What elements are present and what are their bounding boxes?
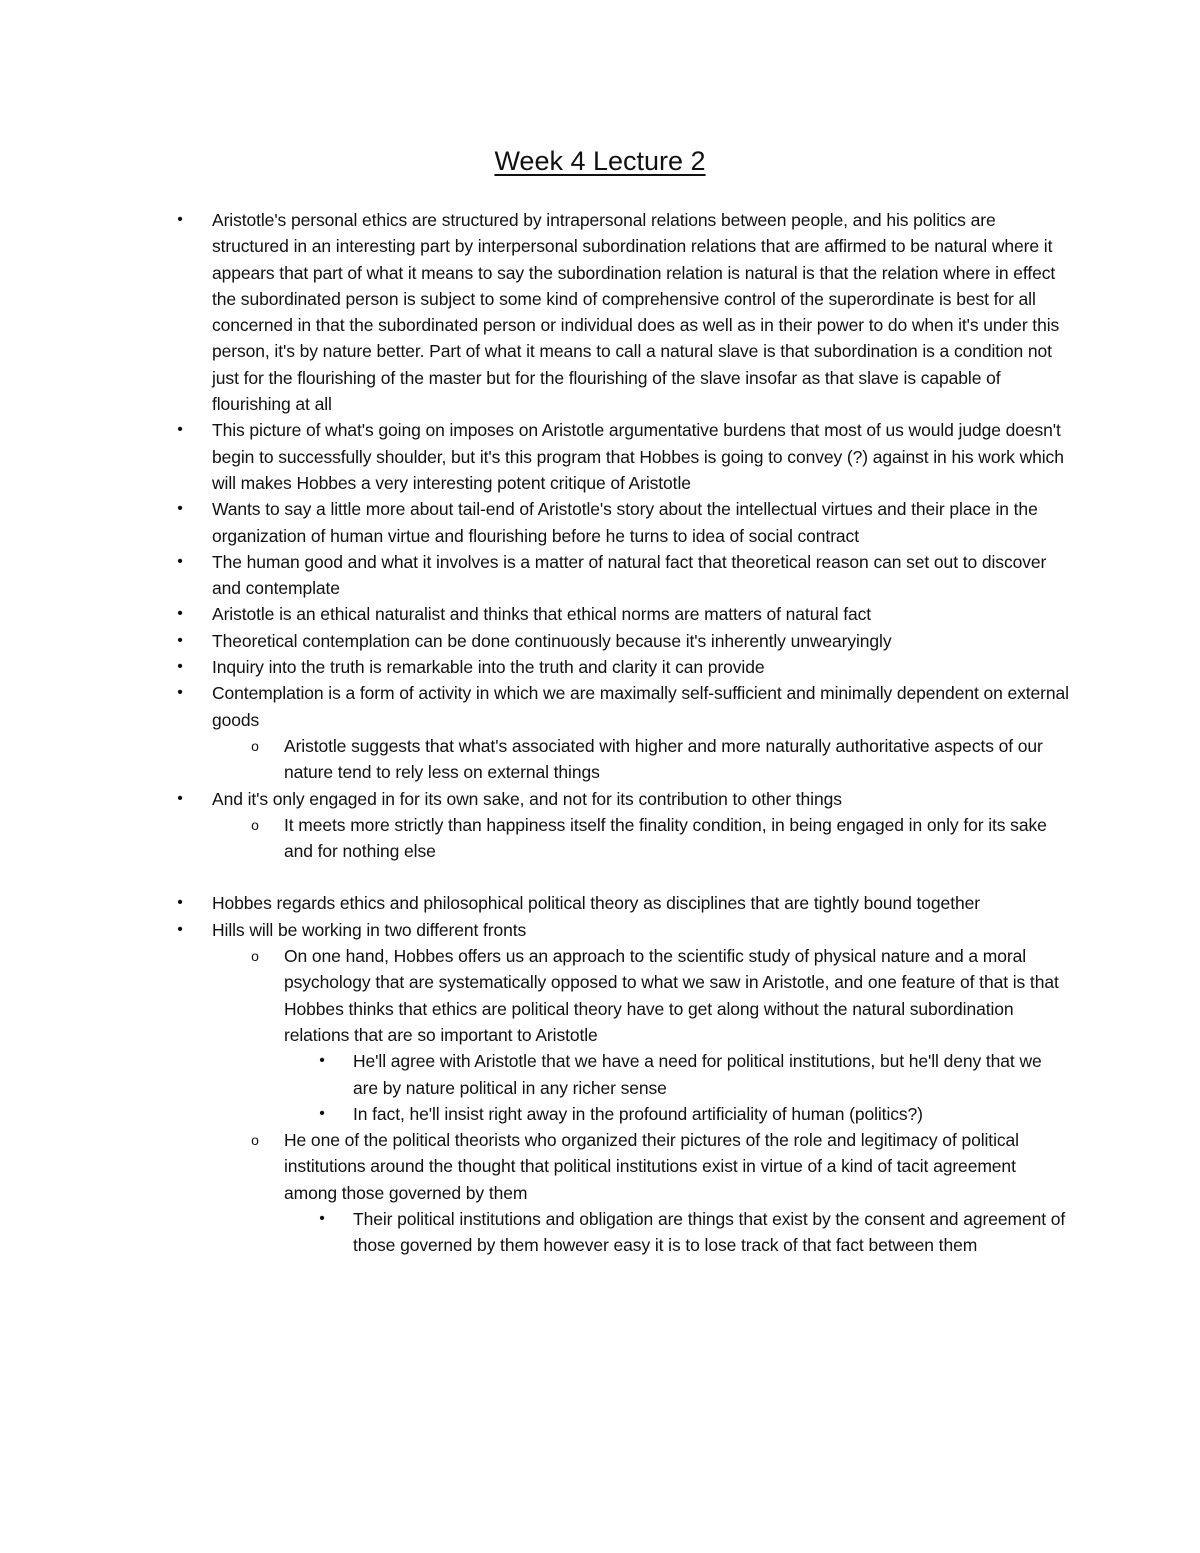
list-item [0,417,1200,496]
list-item-text: Hobbes regards ethics and philosophical political theory as disciplines that are tightly bound together [212,893,980,914]
list-item-text: And it's only engaged in for its own sake, and not for its contribution to other things [212,788,842,809]
list-item [0,786,1200,812]
bullet-list [0,890,1200,1258]
bullet-disc-icon: • [177,684,183,702]
bullet-disc-icon: • [177,920,183,938]
bullet-circle-icon: o [251,948,259,965]
list-item-text: Aristotle's personal ethics are structured by intrapersonal relations between people, and his politics are structured in an interesting part by interpersonal subordination relations that are affirmed to be natural where it appears that part of what it means to say the subordination relation is natural is that the relation where in effect the subordinated person is subject to some kind of comprehensive control of the superordinate is best for all concerned in that the subordinated person or individual does as well as in their power to do when it's under this person, it's by nature better. Part of what it means to call a natural slave is that subordination is a condition not just for the flourishing of the master but for the flourishing of the slave insofar as that slave is capable of flourishing at all [212,210,1060,415]
list-item-text: Inquiry into the truth is remarkable into the truth and clarity it can provide [212,657,765,678]
bullet-disc-icon: • [177,789,183,807]
bullet-disc-icon: • [177,421,183,439]
list-item-text: Their political institutions and obligation are things that exist by the consent and agreement of those governed by them however easy it is to lose track of that fact between them [353,1208,1066,1256]
list-item-text: He one of the political theorists who organized their pictures of the role and legitimacy of political institutions around the thought that political institutions exist in virtue of a kind of tacit agreement among those governed by them [284,1130,1019,1203]
bullet-disc-icon: • [177,631,183,649]
sub-list-item [0,733,1200,786]
notes-body [0,207,1200,1259]
bullet-circle-icon: o [251,816,259,833]
list-item-text: It meets more strictly than happiness itself the finality condition, in being engaged in only for its sake and for nothing else [284,814,1047,862]
list-item-text: Theoretical contemplation can be done continuously because it's inherently unwearyingly [212,630,892,651]
paragraph-spacer [0,864,1200,890]
sub-list-item [0,812,1200,865]
bullet-list [0,207,1200,864]
bullet-disc-icon: • [319,1209,325,1227]
sub-list-item [0,1127,1200,1206]
list-item [0,207,1200,417]
list-item-text: On one hand, Hobbes offers us an approach to the scientific study of physical nature and a moral psychology that are systematically opposed to what we saw in Aristotle, and one feature of that is that Hobbes thinks that ethics are political theory have to get along without the natural subordination relations that are so important to Aristotle [284,946,1059,1045]
bullet-disc-icon: • [319,1052,325,1070]
sub-sub-list-item [0,1101,1200,1127]
bullet-disc-icon: • [177,605,183,623]
bullet-circle-icon: o [251,1132,259,1149]
list-item [0,496,1200,549]
bullet-disc-icon: • [177,552,183,570]
list-item [0,628,1200,654]
sub-sub-list-item [0,1206,1200,1259]
bullet-disc-icon: • [319,1104,325,1122]
sub-sub-list-item [0,1048,1200,1101]
list-item-text: Wants to say a little more about tail-end of Aristotle's story about the intellectual virtues and their place in the organization of human virtue and flourishing before he turns to idea of social contract [212,499,1038,546]
bullet-disc-icon: • [177,211,183,228]
list-item [0,654,1200,680]
sub-list-item [0,943,1200,1048]
bullet-disc-icon: • [177,658,183,676]
list-item-text: Aristotle suggests that what's associated with higher and more naturally authoritative aspects of our nature tend to rely less on external things [284,735,1043,783]
list-item-text: Contemplation is a form of activity in which we are maximally self-sufficient and minimally dependent on external goods [212,683,1069,730]
page-title: Week 4 Lecture 2 [494,146,706,176]
list-item-text: He'll agree with Aristotle that we have a need for political institutions, but he'll deny that we are by nature political in any richer sense [353,1051,1042,1098]
list-item-text: Hills will be working in two different fronts [212,919,527,940]
bullet-disc-icon: • [177,500,183,518]
bullet-disc-icon: • [177,894,183,912]
list-item [0,890,1200,916]
list-item-text: Aristotle is an ethical naturalist and thinks that ethical norms are matters of natural fact [212,604,872,625]
list-item [0,549,1200,602]
list-item [0,680,1200,733]
list-item-text: This picture of what's going on imposes on Aristotle argumentative burdens that most of us would judge doesn't begin to successfully shoulder, but it's this program that Hobbes is going to convey (?) against in his work which will makes Hobbes a very interesting potent critique of Aristotle [212,420,1064,493]
list-item [0,601,1200,627]
list-item-text: The human good and what it involves is a matter of natural fact that theoretical reason can set out to discover and contemplate [212,551,1047,599]
list-item [0,917,1200,943]
bullet-circle-icon: o [251,737,259,754]
list-item-text: In fact, he'll insist right away in the profound artificiality of human (politics?) [353,1103,923,1124]
